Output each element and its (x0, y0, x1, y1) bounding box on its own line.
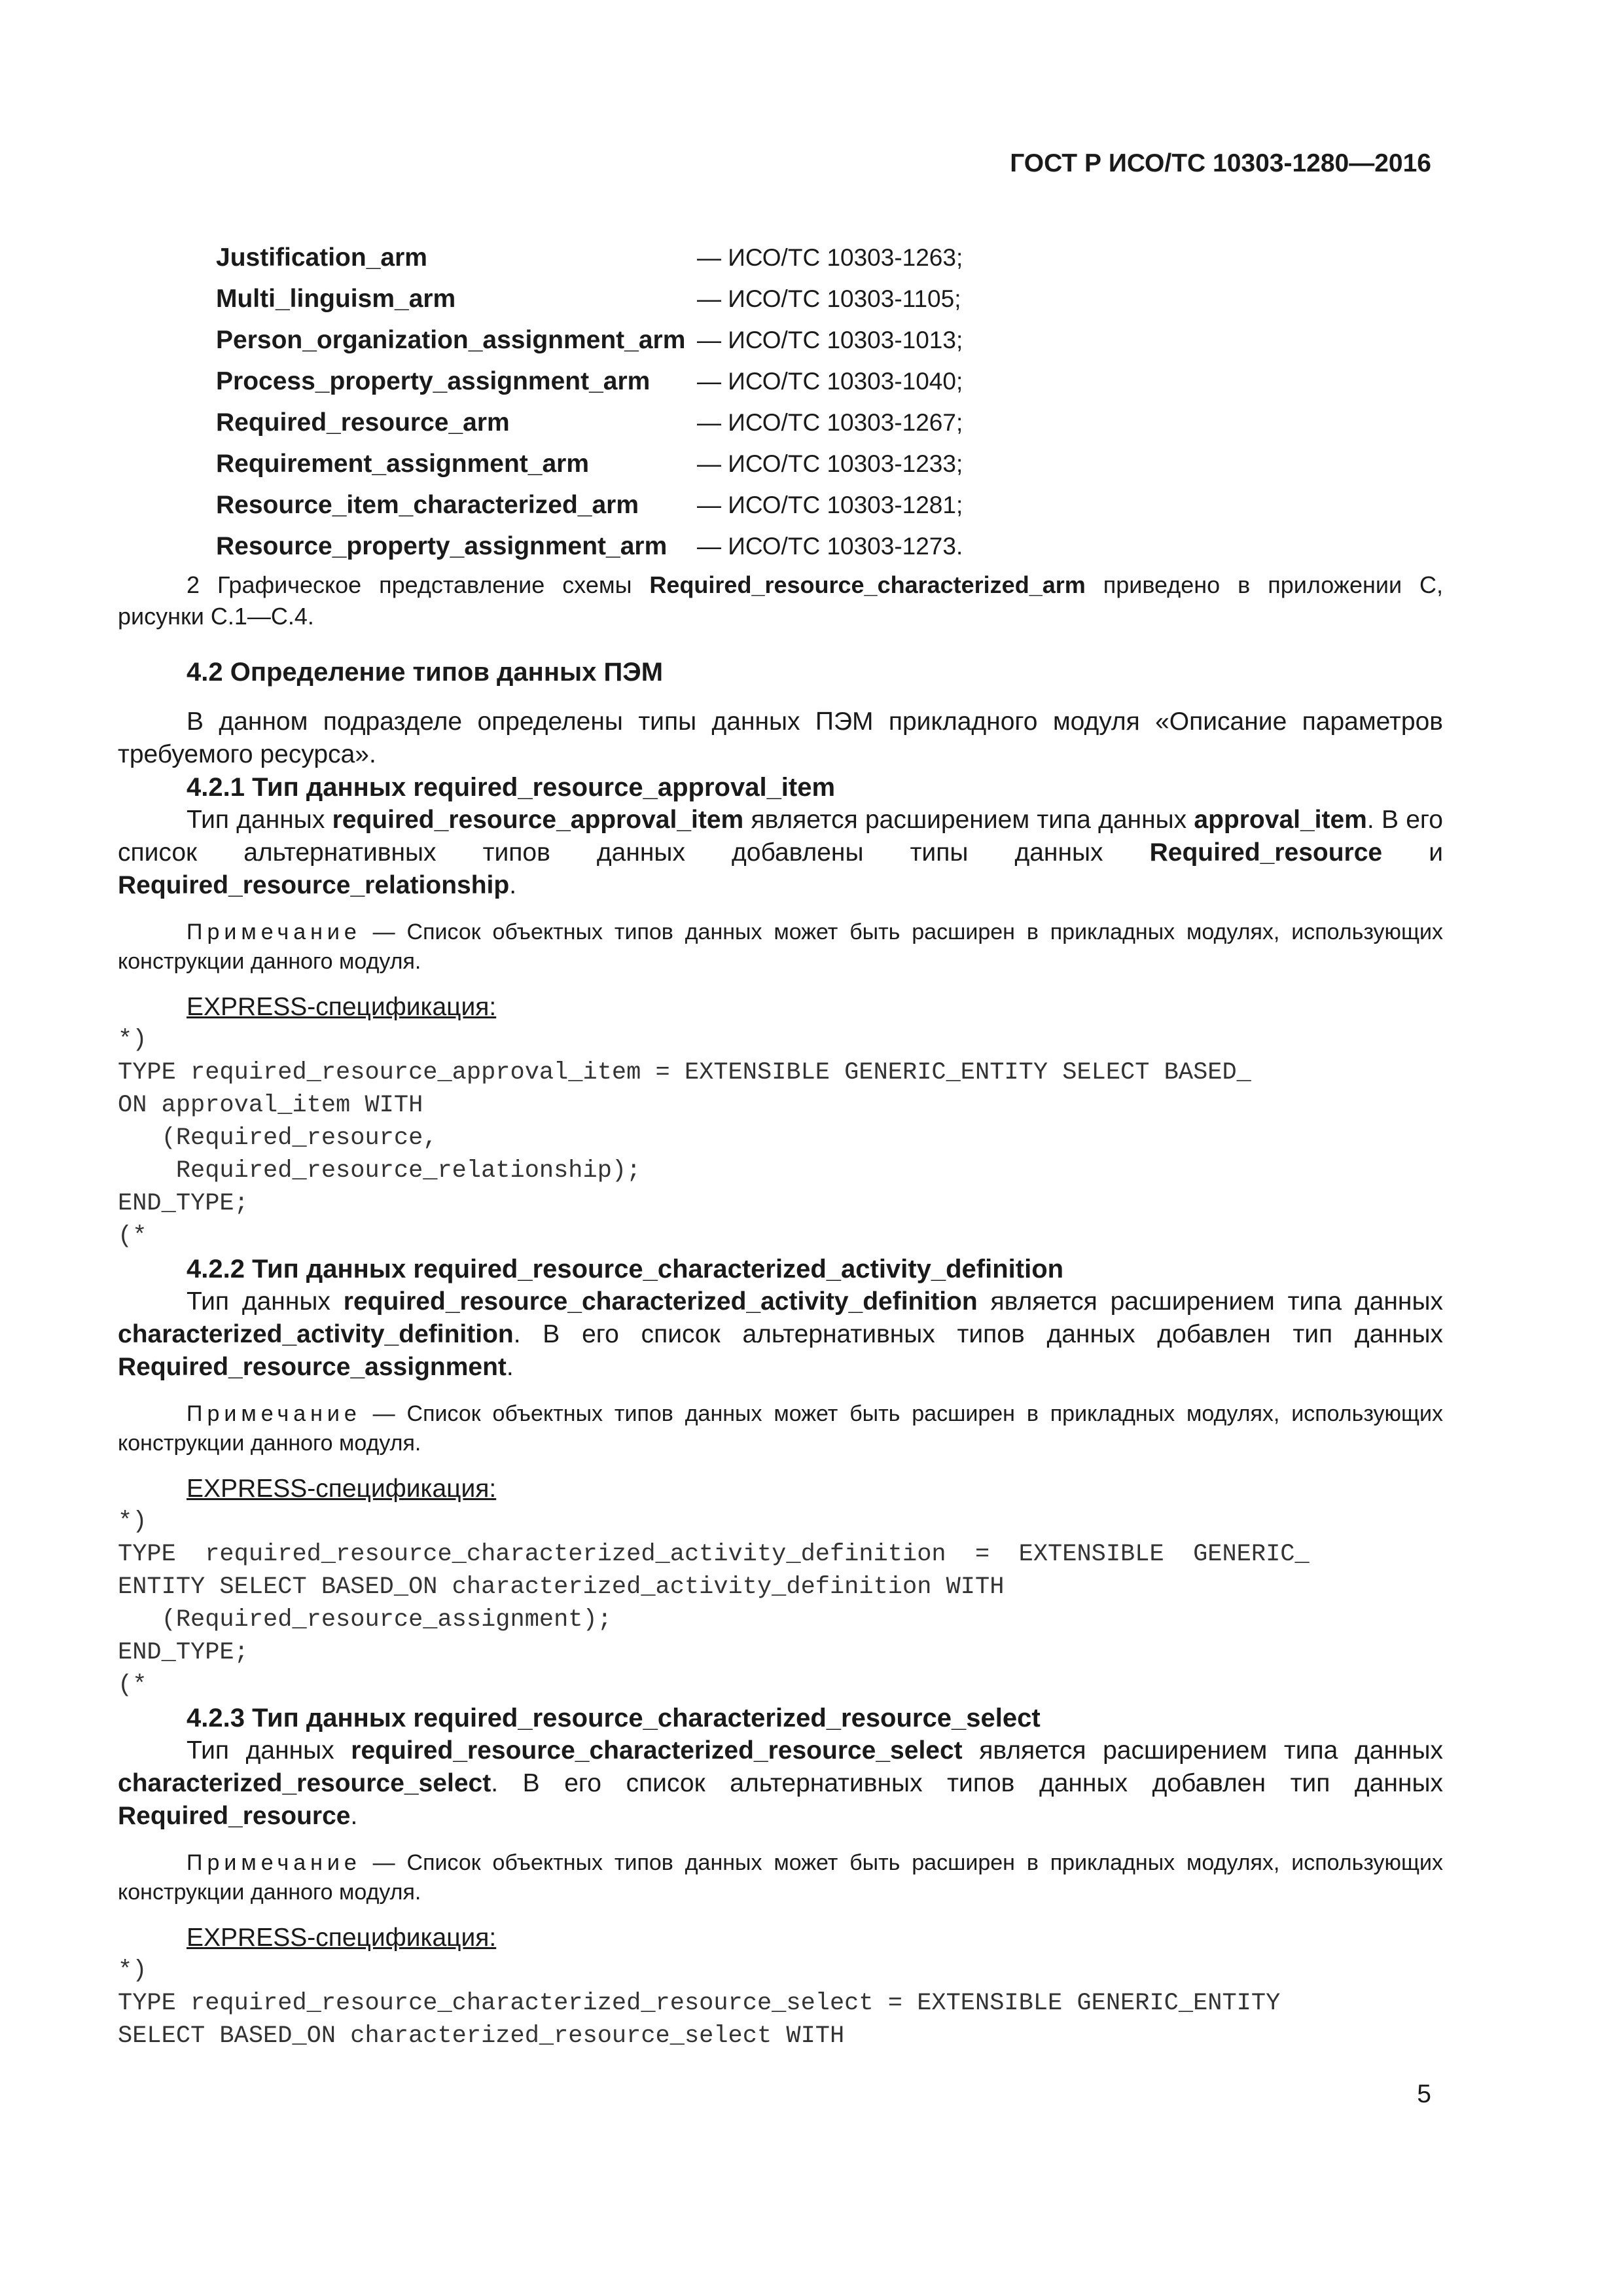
module-ref: — ИСО/ТС 10303-1233; (697, 450, 963, 477)
module-ref: — ИСО/ТС 10303-1040; (697, 367, 963, 395)
section-4-2-3-title: 4.2.3 Тип данных required_resource_characterized_resource_select (187, 1704, 1041, 1732)
module-name: Person_organization_assignment_arm (216, 325, 686, 354)
module-name: Resource_property_assignment_arm (216, 531, 668, 560)
express-spec-heading: EXPRESS-спецификация: (187, 1924, 497, 1952)
page-body (118, 237, 1443, 2053)
module-ref: — ИСО/ТС 10303-1105; (697, 285, 961, 312)
module-name: Process_property_assignment_arm (216, 367, 651, 395)
express-code-block: *) TYPE required_resource_characterized_activity_definition = EXTENSIBLE GENERIC_ ENTITY SELECT BASED_ON characterized_activity_definition WITH (Required_resource_assignment); END_TYPE; (* (118, 1508, 1310, 1699)
module-reference-table (216, 237, 1541, 567)
page-number: 5 (1417, 2080, 1431, 2108)
document-header: ГОСТ Р ИСО/ТС 10303-1280—2016 (1010, 149, 1431, 177)
section-4-2-1-title: 4.2.1 Тип данных required_resource_approval_item (187, 773, 836, 802)
table-row (216, 319, 1541, 361)
note-2: 2 Графическое представление схемы Required_resource_characterized_arm приведено в приложении С, рисунки С.1—С.4. (118, 571, 1443, 630)
table-row (216, 361, 1541, 402)
module-ref: — ИСО/ТС 10303-1273. (697, 532, 963, 560)
section-4-2-3-text: Тип данных required_resource_characterized_resource_select является расширением типа данных characterized_resource_select. В его список альтернативных типов данных добавлен тип данных Required_resource. (118, 1736, 1443, 1830)
express-code-block: *) TYPE required_resource_approval_item = EXTENSIBLE GENERIC_ENTITY SELECT BASED_ ON approval_item WITH (Required_resource, Required_resource_relationship); END_TYPE; (* (118, 1026, 1251, 1250)
table-row (216, 443, 1541, 484)
table-row (216, 484, 1541, 526)
note-text: Примечание — Список объектных типов данных может быть расширен в прикладных модулях, использующих конструкции данного модуля. (118, 1401, 1443, 1456)
module-ref: — ИСО/ТС 10303-1281; (697, 491, 963, 518)
table-row (216, 237, 1541, 278)
table-row (216, 278, 1541, 319)
section-4-2-2-text: Тип данных required_resource_characterized_activity_definition является расширением типа данных characterized_activity_definition. В его список альтернативных типов данных добавлен тип данных Required_resource_assignment. (118, 1287, 1443, 1381)
module-name: Required_resource_arm (216, 408, 510, 437)
module-ref: — ИСО/ТС 10303-1263; (697, 243, 963, 271)
section-4-2-2-title: 4.2.2 Тип данных required_resource_characterized_activity_definition (187, 1255, 1064, 1283)
note-text: Примечание — Список объектных типов данных может быть расширен в прикладных модулях, использующих конструкции данного модуля. (118, 920, 1443, 974)
express-code-block: *) TYPE required_resource_characterized_resource_select = EXTENSIBLE GENERIC_ENTITY SELECT BASED_ON characterized_resource_select WITH (118, 1957, 1281, 2050)
table-row (216, 526, 1541, 567)
table-row (216, 402, 1541, 443)
section-4-2-title: 4.2 Определение типов данных ПЭМ (187, 658, 664, 687)
section-4-2-1-text: Тип данных required_resource_approval_item является расширением типа данных approval_item. В его список альтернативных типов данных добавлены типы данных Required_resource и Required_resource_relationship. (118, 806, 1443, 899)
module-name: Justification_arm (216, 243, 427, 272)
note-text: Примечание — Список объектных типов данных может быть расширен в прикладных модулях, использующих конструкции данного модуля. (118, 1850, 1443, 1905)
module-ref: — ИСО/ТС 10303-1013; (697, 326, 963, 353)
module-ref: — ИСО/ТС 10303-1267; (697, 408, 963, 436)
module-name: Resource_item_characterized_arm (216, 490, 639, 519)
express-spec-heading: EXPRESS-спецификация: (187, 1475, 497, 1503)
module-name: Requirement_assignment_arm (216, 449, 590, 478)
section-4-2-intro: В данном подразделе определены типы данных ПЭМ прикладного модуля «Описание параметров требуемого ресурса». (118, 708, 1443, 768)
express-spec-heading: EXPRESS-спецификация: (187, 993, 497, 1021)
module-name: Multi_linguism_arm (216, 284, 456, 313)
